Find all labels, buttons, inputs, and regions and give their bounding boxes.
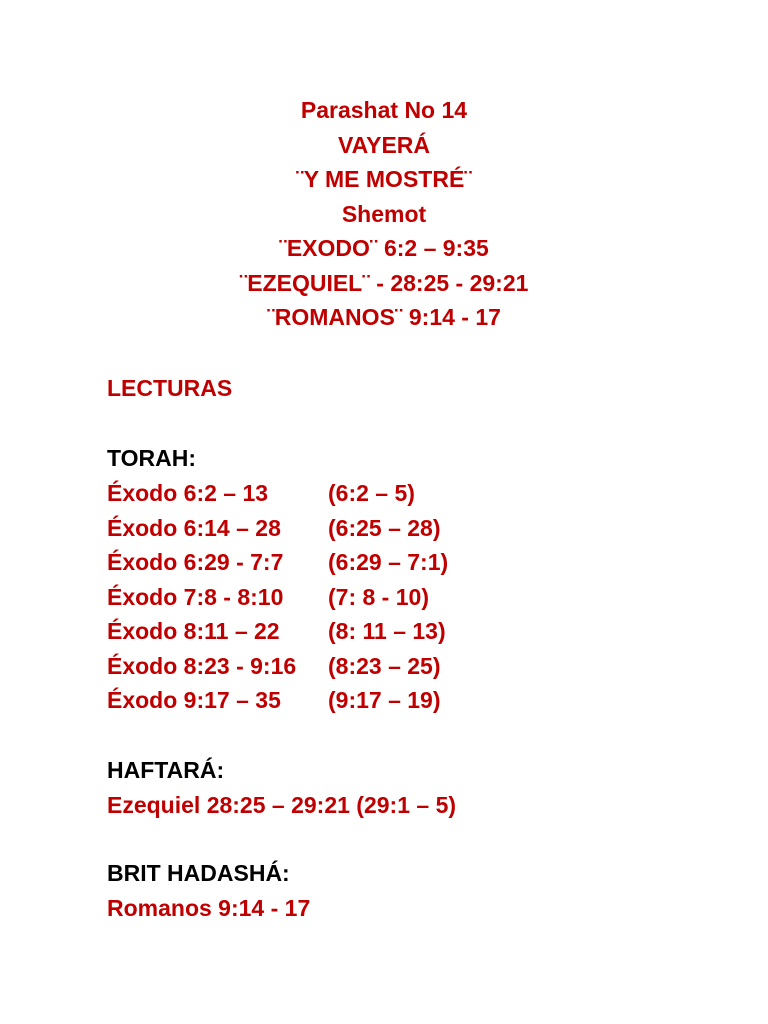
reading-subrange: (8: 11 – 13) xyxy=(328,618,446,644)
reading-subrange: (9:17 – 19) xyxy=(328,687,441,713)
list-item xyxy=(107,545,448,580)
reading-reference: Éxodo 6:29 - 7:7 xyxy=(107,549,284,575)
brit-hadasha-heading: BRIT HADASHÁ: xyxy=(107,860,290,886)
book-name: Shemot xyxy=(341,200,427,227)
reading-subrange: (6:29 – 7:1) xyxy=(328,549,449,575)
reading-reference: Éxodo 8:11 – 22 xyxy=(107,618,280,644)
list-item xyxy=(107,476,448,511)
brit-range: ¨ROMANOS¨ 9:14 - 17 xyxy=(267,304,501,330)
reading-subrange: (6:2 – 5) xyxy=(328,480,415,506)
reading-reference: Éxodo 9:17 – 35 xyxy=(107,687,281,713)
parashat-translation: ¨Y ME MOSTRÉ¨ xyxy=(296,166,472,192)
list-item xyxy=(107,683,448,718)
list-item xyxy=(107,614,448,649)
brit-hadasha-reading: Romanos 9:14 - 17 xyxy=(107,895,311,921)
haftara-heading: HAFTARÁ: xyxy=(107,757,225,783)
reading-reference: Éxodo 8:23 - 9:16 xyxy=(107,652,297,679)
reading-subrange: (7: 8 - 10) xyxy=(328,583,429,610)
reading-subrange: (8:23 – 25) xyxy=(328,652,441,679)
reading-reference: Éxodo 6:14 – 28 xyxy=(107,514,281,541)
torah-readings-list xyxy=(107,476,448,718)
torah-heading: TORAH: xyxy=(107,445,197,471)
reading-reference: Éxodo 7:8 - 8:10 xyxy=(107,583,284,610)
list-item xyxy=(107,649,448,684)
reading-subrange: (6:25 – 28) xyxy=(328,514,441,541)
list-item xyxy=(107,580,448,615)
haftara-reading: Ezequiel 28:25 – 29:21 (29:1 – 5) xyxy=(107,792,457,818)
torah-range: ¨EXODO¨ 6:2 – 9:35 xyxy=(279,235,489,261)
list-item xyxy=(107,511,448,546)
lecturas-heading: LECTURAS xyxy=(107,375,233,401)
parashat-name: VAYERÁ xyxy=(337,131,431,158)
haftara-range: ¨EZEQUIEL¨ - 28:25 - 29:21 xyxy=(239,269,529,296)
reading-reference: Éxodo 6:2 – 13 xyxy=(107,480,269,506)
parashat-header xyxy=(0,93,768,335)
parashat-number: Parashat No 14 xyxy=(300,97,468,123)
